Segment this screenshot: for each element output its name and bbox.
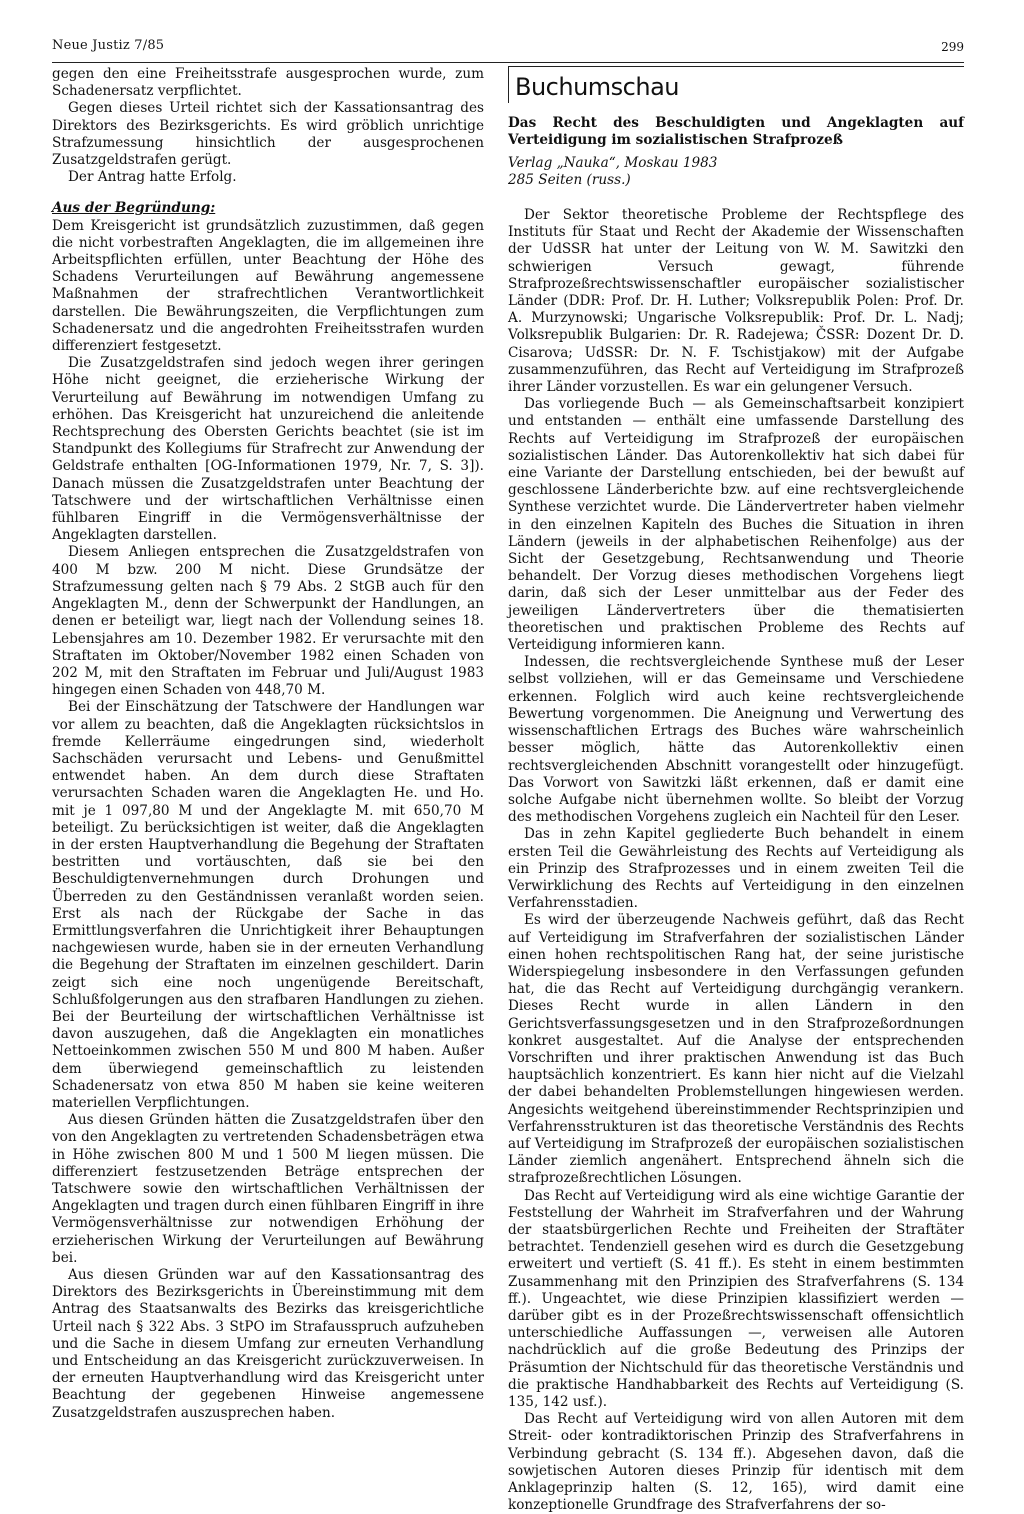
- subheading-line: [52, 200, 484, 217]
- review-paragraph: Das Recht auf Verteidigung wird als eine wichtige Garantie der Feststellung der Wahrheit im Strafverfahren und der Wahrung der staatsbürgerlichen Rechte und Freiheiten der Straftäter betrachtet. Tendenziell gesehen wird es durch die Gesetzgebung erweitert und vertieft (S. 41 ff.). Es steht in einem bestimmten Zusammenhang mit den Prinzipien des Strafverfahrens (S. 134 ff.). Ungeachtet, wie diese Prinzipien klassifiziert werden — darüber gibt es in der Prozeßrechtswissenschaft offensichtlich unterschiedliche Auffassungen —, verweisen alle Autoren nachdrücklich auf die große Bedeutung des Prinzips der Präsumtion der Nichtschuld für das theoretische Verständnis und die praktische Handhabbarkeit des Rechts auf Verteidigung (S. 135, 142 usf.).: [508, 1187, 964, 1411]
- left-column: [52, 66, 484, 1422]
- body-paragraph: Dem Kreisgericht ist grundsätzlich zuzustimmen, daß gegen die nicht vorbestraften Angeklagten, die im allgemeinen ihre Arbeitspflichten erfüllen, unter Beachtung der Höhe des Schadens Verurteilungen auf Bewährung angemessene Maßnahmen der strafrechtlichen Verantwortlichkeit darstellen. Die Bewährungszeiten, die Verpflichtungen zum Schadenersatz und die angedrohten Freiheitsstrafen wurden differenziert festgesetzt.: [52, 217, 484, 355]
- review-paragraph: Indessen, die rechtsvergleichende Synthese muß der Leser selbst vollziehen, will er das Gemeinsame und Verschiedene erkennen. Folglich wird auch keine rechtsvergleichende Bewertung vorgenommen. Die Aneignung und Verwertung des wissenschaftlichen Ertrags des Buches wäre wahrscheinlich besser möglich, hätte das Autorenkollektiv einen rechtsvergleichenden Abschnitt vorangestellt oder hinzugefügt. Das Vorwort von Sawitzki läßt erkennen, daß er damit eine solche Aufgabe nicht übernehmen wollte. So bleibt der Vorzug des methodischen Vorgehens zugleich ein Nachteil für den Leser.: [508, 654, 964, 826]
- book-publisher: Verlag „Nauka“, Moskau 1983: [508, 155, 718, 171]
- intro-paragraph: Gegen dieses Urteil richtet sich der Kassationsantrag des Direktors des Bezirksgerichts. Es wird gröblich unrichtige Strafzumessung hinsichtlich der ausgesprochenen Zusatzgeldstrafen gerügt.: [52, 100, 484, 169]
- review-paragraph: Der Sektor theoretische Probleme der Rechtspflege des Instituts für Staat und Recht der Akademie der Wissenschaften der UdSSR hat unter der Leitung von W. M. Sawitzki den schwierigen Versuch gewagt, führende Strafprozeßrechtswissenschaftler europäischer sozialistischer Länder (DDR: Prof. Dr. H. Luther; Volksrepublik Polen: Prof. Dr. A. Murzynowski; Ungarische Volksrepublik: Prof. Dr. L. Nadj; Volksrepublik Bulgarien: Dr. R. Radejewa; ČSSR: Dozent Dr. D. Cisarova; UdSSR: Dr. N. F. Tschistjakow) mit der Aufgabe zusammenzuführen, das Recht auf Verteidigung im Strafprozeß ihrer Länder vorzustellen. Es war ein gelungener Versuch.: [508, 207, 964, 396]
- body-paragraph: Diesem Anliegen entsprechen die Zusatzgeldstrafen von 400 M bzw. 200 M nicht. Diese Grundsätze der Strafzumessung gelten nach § 79 Abs. 2 StGB auch für den Angeklagten M., denn der Schwerpunkt der Handlungen, an denen er beteiligt war, liegt nach der Vollendung seines 18. Lebensjahres am 10. Dezember 1982. Er verursachte mit den Straftaten im Oktober/November 1982 einen Schaden von 202 M, mit den Straftaten im Februar und Juli/August 1983 hingegen einen Schaden von 448,70 M.: [52, 544, 484, 699]
- review-paragraph: Das vorliegende Buch — als Gemeinschaftsarbeit konzipiert und entstanden — enthält eine umfassende Darstellung des Rechts auf Verteidigung im Strafprozeß der europäischen sozialistischen Länder. Das Autorenkollektiv hat sich dabei für eine Variante der Darstellung entschieden, bei der bewußt auf geschlossene Länderberichte bzw. auf eine rechtsvergleichende Synthese verzichtet wurde. Die Ländervertreter haben vielmehr in den einzelnen Kapiteln des Buches die Situation in ihren Ländern (jeweils in der alphabetischen Reihenfolge) aus der Sicht der Gesetzgebung, Rechtsanwendung und Theorie behandelt. Der Vorzug dieses methodischen Vorgehens liegt darin, daß sich der Leser unmittelbar aus der Feder des jeweiligen Ländervertreters über die thematisierten theoretischen und praktischen Probleme des Rechts auf Verteidigung informieren kann.: [508, 396, 964, 654]
- review-paragraph: Das Recht auf Verteidigung wird von allen Autoren mit dem Streit- oder kontradiktorischen Prinzip des Strafverfahrens in Verbindung gebracht (S. 134 ff.). Abgesehen davon, daß die sowjetischen Autoren dieses Prinzip für identisch mit dem Anklageprinzip halten (S. 12, 165), wird damit eine konzeptionelle Grundfrage des Strafverfahrens der so-: [508, 1411, 964, 1514]
- section-title: Buchumschau: [515, 73, 679, 101]
- book-pages: 285 Seiten (russ.): [508, 172, 631, 188]
- body-paragraph: Die Zusatzgeldstrafen sind jedoch wegen ihrer geringen Höhe nicht geeignet, die erzieherische Wirkung der Verurteilung auf Bewährung im notwendigen Umfang zu erhöhen. Das Kreisgericht hat unzureichend die anleitende Rechtsprechung des Obersten Gerichts beachtet (sie ist im Standpunkt des Kollegiums für Strafrecht zur Anwendung der Geldstrafe enthalten [OG-Informationen 1979, Nr. 7, S. 3]). Danach müssen die Zusatzgeldstrafen unter Beachtung der Tatschwere und der wirtschaftlichen Verhältnisse einen fühlbaren Eingriff in die Vermögensverhältnisse der Angeklagten darstellen.: [52, 355, 484, 544]
- review-paragraph: Das in zehn Kapitel gegliederte Buch behandelt in einem ersten Teil die Gewährleistung des Rechts auf Verteidigung als ein Prinzip des Strafprozesses und in einem zweiten Teil die Verwirklichung des Rechts auf Verteidigung in den einzelnen Verfahrensstadien.: [508, 826, 964, 912]
- header-rule: [52, 62, 964, 63]
- section-header-box: [508, 66, 964, 103]
- book-title: Das Recht des Beschuldigten und Angeklagten auf Verteidigung im sozialistischen Strafprozeß: [508, 115, 964, 148]
- running-title: Neue Justiz 7/85: [52, 38, 165, 53]
- page-number: 299: [941, 40, 964, 54]
- page-header: [52, 38, 964, 60]
- body-paragraph: Aus diesen Gründen hätten die Zusatzgeldstrafen über den von den Angeklagten zu vertretenden Schadensbeträgen etwa in Höhe zwischen 800 M und 1 500 M liegen müssen. Die differenziert festzusetzenden Beträge entsprechen der Tatschwere sowie den wirtschaftlichen Verhältnissen der Angeklagten und tragen durch einen fühlbaren Eingriff in ihre Vermögensverhältnisse zur notwendigen Erhöhung der erzieherischen Wirkung der Verurteilungen auf Bewährung bei.: [52, 1112, 484, 1266]
- review-paragraph: Es wird der überzeugende Nachweis geführt, daß das Recht auf Verteidigung im Strafverfahren der sozialistischen Länder einen hohen rechtspolitischen Rang hat, der seine juristische Widerspiegelung insbesondere in den Verfassungen gefunden hat, die das Recht auf Verteidigung durchgängig verankern. Dieses Recht wurde in allen Ländern in den Gerichtsverfassungsgesetzen und in den Strafprozeßordnungen konkret ausgestaltet. Auf die Analyse der entsprechenden Vorschriften und ihrer praktischen Anwendung ist das Buch hauptsächlich konzentriert. Es kann hier nicht auf die Vielzahl der dabei behandelten Problemstellungen hingewiesen werden. Angesichts weitgehend übereinstimmender Rechtsprinzipien und Verfahrensstrukturen ist das theoretische Verständnis des Rechts auf Verteidigung im Strafprozeß der europäischen sozialistischen Länder ziemlich angenähert. Entsprechend ähneln sich die strafprozeßrechtlichen Lösungen.: [508, 912, 964, 1187]
- body-paragraph: Aus diesen Gründen war auf den Kassationsantrag des Direktors des Bezirksgerichts in Übereinstimmung mit dem Antrag des Staatsanwalts des Bezirks das kreisgerichtliche Urteil nach § 322 Abs. 3 StPO im Strafausspruch aufzuheben und die Sache in diesem Umfang zur erneuten Verhandlung und Entscheidung an das Kreisgericht zurückzuverweisen. In der erneuten Hauptverhandlung wird das Kreisgericht unter Beachtung der gegebenen Hinweise angemessene Zusatzgeldstrafen auszusprechen haben.: [52, 1267, 484, 1421]
- intro-paragraph: gegen den eine Freiheitsstrafe ausgesprochen wurde, zum Schadenersatz verpflichtet.: [52, 66, 484, 100]
- intro-paragraph: Der Antrag hatte Erfolg.: [68, 169, 237, 186]
- body-paragraph: Bei der Einschätzung der Tatschwere der Handlungen war vor allem zu beachten, daß die Angeklagten rücksichtslos in fremde Kellerräume eingedrungen sind, wiederholt Sachschäden verursacht und Lebens- und Genußmittel entwendet haben. An dem durch diese Straftaten verursachten Schaden waren die Angeklagten He. und Ho. mit je 1 097,80 M und der Angeklagte M. mit 650,70 M beteiligt. Zu berücksichtigen ist weiter, daß die Angeklagten in der ersten Hauptverhandlung die Begehung der Straftaten bestritten und vortäuschten, daß sie bei den Beschuldigtenvernehmungen durch Drohungen und Überreden zu den Geständnissen veranlaßt worden seien. Erst als nach der Rückgabe der Sache in das Ermittlungsverfahren die Unrichtigkeit ihrer Behauptungen nachgewiesen wurde, haben sie in der erneuten Verhandlung die Begehung der Straftaten im einzelnen geschildert. Darin zeigt sich eine noch ungenügende Bereitschaft, Schlußfolgerungen aus den strafbaren Handlungen zu ziehen. Bei der Beurteilung der wirtschaftlichen Verhältnisse ist davon auszugehen, daß die Angeklagten ein monatliches Nettoeinkommen zwischen 550 M und 800 M haben. Außer dem überwiegend gemeinschaftlich zu leistenden Schadenersatz von etwa 850 M haben sie keine weiteren materiellen Verpflichtungen.: [52, 699, 484, 1111]
- right-column: [508, 66, 964, 1514]
- book-meta: [508, 155, 964, 189]
- reasoning-subheading: Aus der Begründung:: [52, 200, 216, 217]
